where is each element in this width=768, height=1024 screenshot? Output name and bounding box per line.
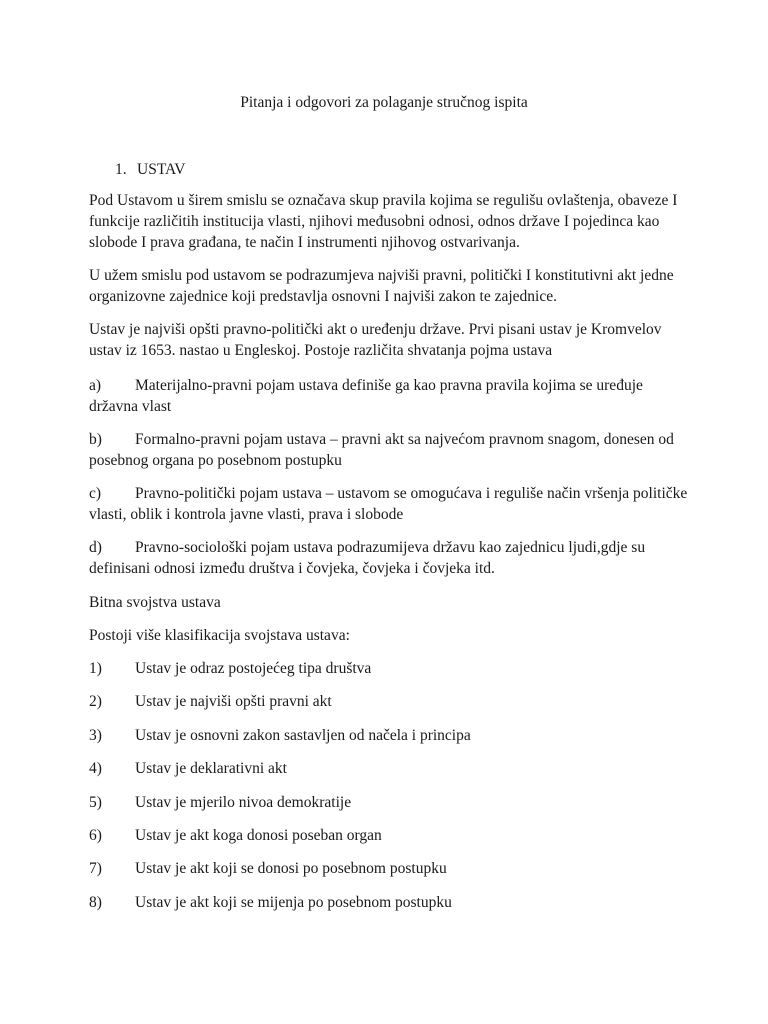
numbered-item-1 (89, 658, 689, 679)
item-label: 3) (89, 727, 102, 744)
item-text: Pravno-sociološki pojam ustava podrazumijeva državu kao zajednicu ljudi,gdje su definisani odnosi između društva i čovjeka, čovjeka i čovjeka itd. (89, 539, 646, 577)
item-label: 6) (89, 827, 102, 844)
item-text: Ustav je akt koga donosi poseban organ (135, 827, 382, 844)
document-title: Pitanja i odgovori za polaganje stručnog ispita (240, 94, 528, 111)
paragraph-highest-act: Ustav je najviši opšti pravno-politički akt o uređenju države. Prvi pisani ustav je Kromvelov ustav iz 1653. nastao u Engleskoj. Postoje različita shvatanja pojma ustava (89, 321, 662, 359)
item-label: 5) (89, 794, 102, 811)
item-label: 8) (89, 894, 102, 911)
lettered-item-d (89, 537, 689, 579)
numbered-item-2 (89, 691, 689, 712)
classification-intro: Postoji više klasifikacija svojstava ustava: (89, 627, 350, 644)
paragraph-narrow-definition: U užem smislu pod ustavom se podrazumjeva najviši pravni, politički I konstitutivni akt jedne organizovne zajednice koji predstavlja osnovni I najviši zakon te zajednice. (89, 267, 674, 305)
item-label: d) (89, 539, 102, 556)
item-text: Ustav je mjerilo nivoa demokratije (135, 794, 352, 811)
item-label: 4) (89, 760, 102, 777)
item-text: Ustav je odraz postojećeg tipa društva (135, 660, 372, 677)
section-name: USTAV (137, 161, 186, 178)
item-text: Pravno-politički pojam ustava – ustavom se omogućava i reguliše način vršenja političke vlasti, oblik i kontrola javne vlasti, prava i slobode (89, 485, 688, 523)
lettered-item-c (89, 483, 689, 525)
item-text: Ustav je osnovni zakon sastavljen od načela i principa (135, 727, 471, 744)
item-text: Ustav je deklarativni akt (135, 760, 287, 777)
numbered-item-4 (89, 758, 689, 779)
item-label: 2) (89, 693, 102, 710)
lettered-item-a (89, 375, 689, 417)
numbered-item-6 (89, 825, 689, 846)
section-heading (115, 159, 185, 180)
paragraph-broad-definition: Pod Ustavom u širem smislu se označava skup pravila kojima se regulišu ovlaštenja, obaveze I funkcije različitih institucija vlasti, njihovi međusobni odnosi, odnos države I pojedinca kao slobode I prava građana, te način I instrumenti njihovog ostvarivanja. (89, 192, 678, 251)
subheading-properties: Bitna svojstva ustava (89, 594, 221, 611)
numbered-item-7 (89, 858, 689, 879)
lettered-item-b (89, 429, 689, 471)
item-label: 7) (89, 860, 102, 877)
item-text: Formalno-pravni pojam ustava – pravni akt sa najvećom pravnom snagom, donesen od posebnog organa po posebnom postupku (89, 431, 674, 469)
numbered-item-3 (89, 725, 689, 746)
numbered-item-8 (89, 892, 689, 913)
item-text: Ustav je akt koji se donosi po posebnom postupku (135, 860, 447, 877)
section-number: 1. (115, 161, 127, 178)
item-text: Ustav je najviši opšti pravni akt (135, 693, 332, 710)
item-text: Ustav je akt koji se mijenja po posebnom postupku (135, 894, 452, 911)
item-label: c) (89, 485, 102, 502)
item-label: b) (89, 431, 102, 448)
numbered-item-5 (89, 792, 689, 813)
item-label: 1) (89, 660, 102, 677)
item-label: a) (89, 377, 102, 394)
item-text: Materijalno-pravni pojam ustava definiše ga kao pravna pravila kojima se uređuje državna vlast (89, 377, 643, 415)
